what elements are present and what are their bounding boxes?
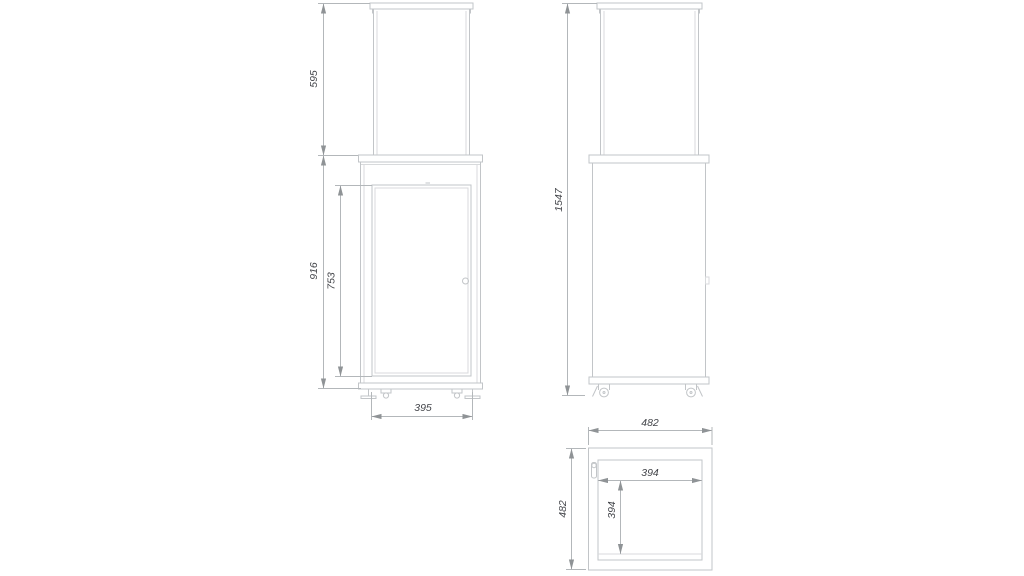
front-caster-right-bracket bbox=[452, 389, 462, 393]
side-top-plate bbox=[589, 155, 709, 163]
front-foot-left bbox=[361, 389, 376, 399]
top-valve-knob bbox=[592, 463, 596, 467]
front-bottom-band bbox=[359, 383, 483, 389]
front-door-inner bbox=[375, 188, 468, 373]
side-caster-right-axle bbox=[690, 392, 692, 394]
dim-total-height: 1547 bbox=[553, 188, 565, 212]
side-caster-right-wheel bbox=[687, 388, 696, 397]
front-caster-right bbox=[452, 389, 462, 398]
dim-top-width: 482 bbox=[641, 417, 659, 429]
front-caster-left bbox=[381, 389, 391, 398]
side-caster-left-brace bbox=[593, 386, 598, 397]
dim-inner-width: 394 bbox=[641, 467, 659, 479]
side-view bbox=[589, 3, 709, 397]
side-caster-right-brace bbox=[698, 386, 703, 397]
top-valve-detail bbox=[592, 463, 597, 479]
side-glass-cap bbox=[597, 3, 702, 9]
side-body-panel bbox=[593, 163, 706, 377]
front-caster-right-wheel bbox=[454, 393, 459, 398]
top-view-dimensions bbox=[557, 417, 712, 570]
front-foot-left-pad bbox=[361, 396, 376, 399]
front-glass-cap bbox=[370, 3, 473, 9]
dim-door-width: 395 bbox=[414, 402, 432, 414]
side-bottom-band bbox=[589, 377, 709, 384]
side-caster-left-wheel bbox=[600, 388, 609, 397]
side-caster-left bbox=[593, 384, 613, 397]
front-caster-left-bracket bbox=[381, 389, 391, 393]
front-top-plate bbox=[359, 155, 483, 162]
dim-door-height: 753 bbox=[325, 272, 338, 290]
dim-top-depth: 482 bbox=[557, 500, 569, 518]
dim-inner-depth: 394 bbox=[606, 501, 618, 519]
side-view-dimensions bbox=[553, 4, 597, 396]
front-view bbox=[359, 3, 483, 399]
side-hinge-mark bbox=[706, 277, 710, 284]
dim-base-height: 916 bbox=[308, 262, 320, 280]
side-caster-left-axle bbox=[603, 392, 605, 394]
front-door-outer bbox=[372, 185, 471, 376]
front-view-dimensions bbox=[308, 4, 473, 421]
side-caster-right bbox=[683, 384, 703, 397]
dim-glass-screen-height: 595 bbox=[308, 70, 320, 88]
front-caster-left-wheel bbox=[383, 393, 388, 398]
